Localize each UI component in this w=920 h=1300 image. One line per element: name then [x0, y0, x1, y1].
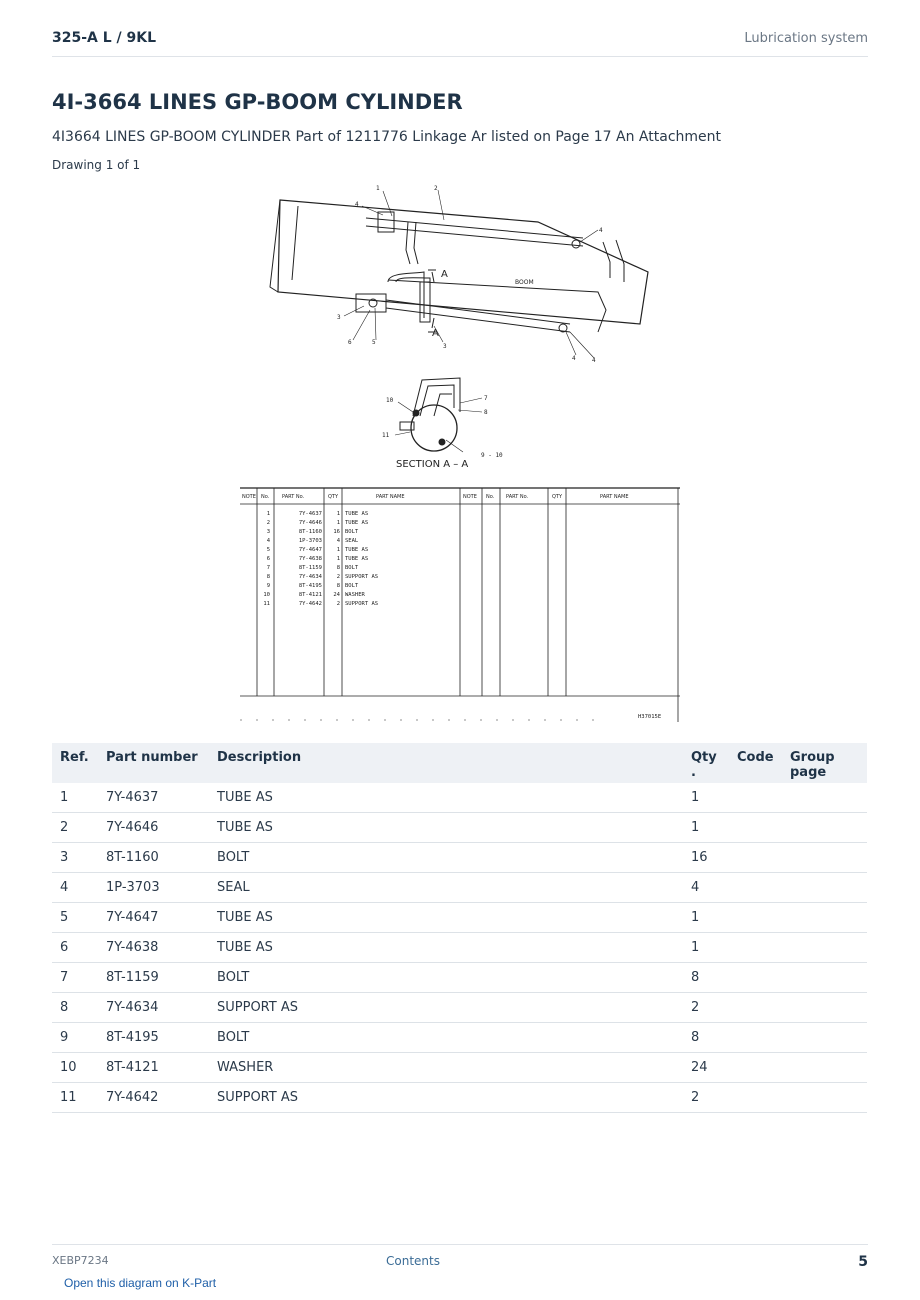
- drawing-table-rows: [263, 511, 378, 607]
- parts-table-header: [52, 743, 867, 783]
- cell-part-number: 7Y-4646: [98, 813, 209, 843]
- table-row: [52, 1083, 867, 1113]
- document-id: XEBP7234: [52, 1254, 109, 1267]
- drawing-code: H37015E: [638, 714, 662, 720]
- drawing-row-partno: 8T-1160: [298, 529, 322, 535]
- page-footer: [52, 1244, 868, 1275]
- callout-3-right: 4: [572, 355, 576, 362]
- cell-description: BOLT: [209, 843, 683, 873]
- cell-qty: 2: [683, 1083, 729, 1113]
- parts-table-body: [52, 783, 867, 1113]
- cell-group-page: [782, 963, 867, 993]
- callout-3-left: 6: [348, 339, 352, 346]
- callout-4-top-right: 4: [599, 227, 603, 234]
- cell-ref: 3: [52, 843, 98, 873]
- drawing-row-name: SUPPORT AS: [345, 574, 379, 580]
- drawing-row-qty: 2: [336, 574, 340, 580]
- drawing-row-name: BOLT: [345, 565, 359, 571]
- th-partname-left: PART NAME: [376, 494, 405, 500]
- section-a-a-label: SECTION A – A: [396, 459, 469, 470]
- col-qty: Qty .: [683, 743, 729, 783]
- table-row: [52, 873, 867, 903]
- table-row: [52, 903, 867, 933]
- drawing-row-qty: 8: [336, 565, 340, 571]
- drawing-row-partno: 7Y-4634: [298, 574, 322, 580]
- col-code: Code: [729, 743, 782, 783]
- drawing-row-no: 11: [263, 601, 270, 607]
- cell-part-number: 8T-1159: [98, 963, 209, 993]
- cell-ref: 9: [52, 1023, 98, 1053]
- col-description: Description: [209, 743, 683, 783]
- cell-description: TUBE AS: [209, 813, 683, 843]
- drawing-count: Drawing 1 of 1: [52, 158, 141, 172]
- cell-group-page: [782, 933, 867, 963]
- diagram-callouts: [337, 185, 603, 459]
- cell-code: [729, 813, 782, 843]
- drawing-table-headers: [242, 494, 629, 500]
- page-subtitle: 4I3664 LINES GP-BOOM CYLINDER Part of 1211776 Linkage Ar listed on Page 17 An Attachment: [52, 129, 721, 145]
- page-number: 5: [858, 1254, 868, 1270]
- table-row: [52, 963, 867, 993]
- cell-ref: 2: [52, 813, 98, 843]
- cell-group-page: [782, 1053, 867, 1083]
- drawing-row-name: TUBE AS: [345, 511, 369, 517]
- th-note-right: NOTE: [463, 494, 477, 500]
- callout-11: 11: [382, 432, 390, 439]
- drawing-row-partno: 7Y-4638: [298, 556, 322, 562]
- callout-4-bottom-left: 3: [337, 314, 341, 321]
- cell-qty: 4: [683, 873, 729, 903]
- th-qty-right: QTY: [552, 494, 563, 500]
- section-a-a-drawing: [400, 378, 460, 451]
- cell-code: [729, 963, 782, 993]
- drawing-row-no: 7: [266, 565, 270, 571]
- cell-group-page: [782, 1083, 867, 1113]
- table-row: [52, 933, 867, 963]
- callout-7: 7: [484, 395, 488, 402]
- cell-part-number: 8T-1160: [98, 843, 209, 873]
- col-ref: Ref.: [52, 743, 98, 783]
- th-no-right: No.: [486, 494, 495, 500]
- cell-code: [729, 1083, 782, 1113]
- cell-group-page: [782, 993, 867, 1023]
- cell-part-number: 7Y-4637: [98, 783, 209, 813]
- drawing-row-name: TUBE AS: [345, 547, 369, 553]
- cell-description: SEAL: [209, 873, 683, 903]
- cell-part-number: 8T-4121: [98, 1053, 209, 1083]
- page-header: [52, 28, 868, 57]
- cell-code: [729, 1053, 782, 1083]
- table-row: [52, 1023, 867, 1053]
- col-part-number: Part number: [98, 743, 209, 783]
- drawing-row-qty: 24: [333, 592, 340, 598]
- callout-5: 3: [443, 343, 447, 350]
- drawing-row-no: 9: [266, 583, 270, 589]
- callout-4-bottom-right: 4: [592, 357, 596, 364]
- drawing-row-partno: 1P-3703: [298, 538, 322, 544]
- table-row: [52, 813, 867, 843]
- cell-description: TUBE AS: [209, 903, 683, 933]
- cell-description: SUPPORT AS: [209, 1083, 683, 1113]
- cell-description: TUBE AS: [209, 933, 683, 963]
- drawing-row-partno: 8T-4121: [298, 592, 322, 598]
- cell-group-page: [782, 1023, 867, 1053]
- th-qty-left: QTY: [328, 494, 339, 500]
- cell-group-page: [782, 843, 867, 873]
- drawing-row-qty: 1: [336, 520, 340, 526]
- cell-qty: 1: [683, 783, 729, 813]
- cell-group-page: [782, 903, 867, 933]
- callout-leaders: [344, 190, 598, 452]
- drawing-row-no: 1: [266, 511, 270, 517]
- cell-ref: 5: [52, 903, 98, 933]
- table-row: [52, 993, 867, 1023]
- contents-link[interactable]: Contents: [386, 1254, 440, 1268]
- cell-ref: 11: [52, 1083, 98, 1113]
- drawing-row-partno: 7Y-4647: [298, 547, 322, 553]
- cell-group-page: [782, 813, 867, 843]
- cell-part-number: 7Y-4642: [98, 1083, 209, 1113]
- th-note-left: NOTE: [242, 494, 256, 500]
- drawing-row-no: 2: [266, 520, 270, 526]
- drawing-row-qty: 4: [336, 538, 340, 544]
- callout-10: 10: [386, 397, 394, 404]
- cell-qty: 2: [683, 993, 729, 1023]
- cell-part-number: 1P-3703: [98, 873, 209, 903]
- cell-code: [729, 1023, 782, 1053]
- section-name: Lubrication system: [744, 31, 868, 46]
- drawing-row-partno: 7Y-4637: [298, 511, 322, 517]
- drawing-row-no: 8: [266, 574, 270, 580]
- drawing-row-name: TUBE AS: [345, 556, 369, 562]
- drawing-row-partno: 8T-1159: [298, 565, 322, 571]
- drawing-row-qty: 1: [336, 511, 340, 517]
- section-mark-bottom: A: [432, 328, 439, 339]
- cell-code: [729, 873, 782, 903]
- cell-description: TUBE AS: [209, 783, 683, 813]
- drawing-row-qty: 1: [336, 547, 340, 553]
- cell-qty: 16: [683, 843, 729, 873]
- drawing-row-qty: 16: [333, 529, 340, 535]
- cell-part-number: 7Y-4647: [98, 903, 209, 933]
- callout-9-10: 9 - 10: [481, 452, 503, 459]
- cell-qty: 1: [683, 903, 729, 933]
- drawing-row-no: 4: [266, 538, 270, 544]
- drawing-row-name: TUBE AS: [345, 520, 369, 526]
- th-no-left: No.: [261, 494, 270, 500]
- drawing-row-name: SUPPORT AS: [345, 601, 379, 607]
- drawing-row-no: 3: [266, 529, 270, 535]
- callout-8: 8: [484, 409, 488, 416]
- drawing-row-name: WASHER: [345, 592, 365, 598]
- drawing-row-no: 10: [263, 592, 270, 598]
- table-row: [52, 843, 867, 873]
- cell-group-page: [782, 783, 867, 813]
- cell-ref: 8: [52, 993, 98, 1023]
- drawing-row-name: BOLT: [345, 529, 359, 535]
- cell-part-number: 8T-4195: [98, 1023, 209, 1053]
- cell-part-number: 7Y-4638: [98, 933, 209, 963]
- boom-label: BOOM: [515, 279, 534, 286]
- drawing-row-name: BOLT: [345, 583, 359, 589]
- drawing-row-no: 5: [266, 547, 270, 553]
- cell-ref: 4: [52, 873, 98, 903]
- drawing-row-qty: 1: [336, 556, 340, 562]
- cell-ref: 7: [52, 963, 98, 993]
- cell-qty: 8: [683, 1023, 729, 1053]
- boom-drawing: [270, 200, 648, 332]
- page-title: 4I-3664 LINES GP-BOOM CYLINDER: [52, 90, 463, 114]
- cell-code: [729, 903, 782, 933]
- open-in-kpart-link[interactable]: Open this diagram on K-Part: [64, 1276, 217, 1290]
- drawing-row-partno: 7Y-4646: [298, 520, 322, 526]
- machine-model: 325-A L / 9KL: [52, 30, 157, 46]
- cell-description: BOLT: [209, 1023, 683, 1053]
- drawing-row-qty: 2: [336, 601, 340, 607]
- table-row: [52, 783, 867, 813]
- cell-code: [729, 933, 782, 963]
- cell-description: WASHER: [209, 1053, 683, 1083]
- drawing-row-partno: 8T-4195: [298, 583, 322, 589]
- cell-description: BOLT: [209, 963, 683, 993]
- th-partname-right: PART NAME: [600, 494, 629, 500]
- cell-qty: 1: [683, 933, 729, 963]
- col-group-page: Group page: [782, 743, 867, 783]
- cell-qty: 1: [683, 813, 729, 843]
- drawing-row-no: 6: [266, 556, 270, 562]
- drawing-row-qty: 8: [336, 583, 340, 589]
- cell-qty: 24: [683, 1053, 729, 1083]
- th-partno-left: PART No.: [282, 494, 305, 500]
- table-row: [52, 1053, 867, 1083]
- drawing-row-name: SEAL: [345, 538, 359, 544]
- callout-4-top-left: 4: [355, 201, 359, 208]
- section-mark-top: A: [441, 269, 448, 280]
- cell-code: [729, 843, 782, 873]
- cell-ref: 6: [52, 933, 98, 963]
- callout-2: 2: [434, 185, 438, 192]
- cell-description: SUPPORT AS: [209, 993, 683, 1023]
- callout-1: 1: [376, 185, 380, 192]
- parts-diagram: [238, 182, 682, 726]
- cell-group-page: [782, 873, 867, 903]
- cell-code: [729, 993, 782, 1023]
- cell-ref: 1: [52, 783, 98, 813]
- cell-ref: 10: [52, 1053, 98, 1083]
- cell-part-number: 7Y-4634: [98, 993, 209, 1023]
- cell-qty: 8: [683, 963, 729, 993]
- callout-6: 5: [372, 339, 376, 346]
- drawing-row-partno: 7Y-4642: [298, 601, 322, 607]
- th-partno-right: PART No.: [506, 494, 529, 500]
- parts-table: [52, 743, 867, 1113]
- cell-code: [729, 783, 782, 813]
